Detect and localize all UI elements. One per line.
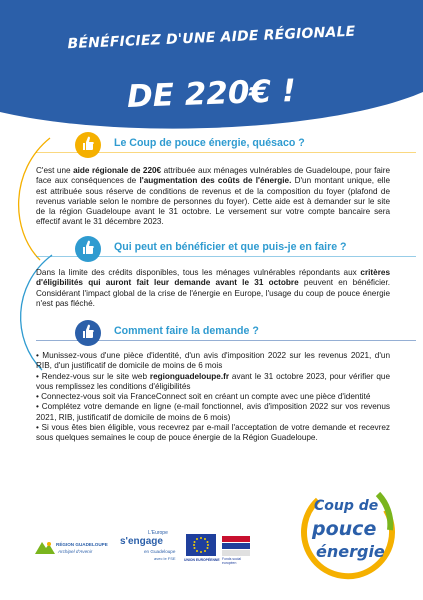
eu-label: UNION EUROPÉENNE (184, 558, 220, 562)
europe-sengage-logo (118, 530, 180, 570)
logo-line1: Coup de (314, 498, 379, 514)
section-header-quesaco (30, 132, 410, 158)
steps-list (36, 351, 390, 444)
list-item: • Complétez votre demande en ligne (e-mail fonctionnel, avis d'imposition 2022 sur vos revenus 2021, RIB, justificatif de domicile de moins de 6 mois) (36, 402, 390, 422)
section-title: Le Coup de pouce énergie, quésaco ? (114, 137, 305, 149)
fund-label: Fonds social européen (222, 557, 242, 565)
europe-line4: avec le FSE (154, 556, 176, 561)
thumbs-up-icon (82, 324, 94, 340)
region-emblem-icon (34, 540, 56, 556)
thumbs-up-icon (82, 240, 94, 256)
section-title: Comment faire la demande ? (114, 325, 259, 337)
region-name: RÉGION GUADELOUPE (56, 542, 108, 547)
list-item: • Connectez-vous soit via FranceConnect soit en créant un compte avec une pièce d'identité (36, 392, 371, 402)
list-item: • Rendez-vous sur le site web regionguadeloupe.fr avant le 31 octobre 2023, pour vérifier que vous remplissez les conditions d'éligibilités (36, 371, 390, 391)
region-guadeloupe-logo (34, 530, 108, 570)
eu-flag-logo (184, 530, 218, 570)
list-item: • Munissez-vous d'une pièce d'identité, d'un avis d'imposition 2022 sur les revenus 2021, d'un RIB, d'un justificatif de domicile de moins de 6 mois (36, 351, 390, 371)
header-banner (0, 0, 423, 150)
europe-line2: s'engage (120, 536, 163, 547)
europe-line1: L'Europe (148, 530, 168, 536)
thumbs-up-icon (82, 136, 94, 152)
section-header-qui-peut (30, 236, 410, 262)
list-item: • Si vous êtes bien éligible, vous recevrez par e-mail l'acceptation de votre demande et recevrez sous quelques semaines le coup de pouce énergie de la Région Guadeloupe. (36, 423, 390, 443)
europe-line3: en Guadeloupe (144, 549, 176, 554)
eu-flag-icon (186, 534, 216, 556)
fse-logo (220, 530, 254, 570)
banner-amount: DE 220€ ! (126, 73, 297, 115)
logo-line3: énergie (316, 542, 385, 561)
logo-line2: pouce (312, 518, 377, 540)
section-paragraph: Dans la limite des crédits disponibles, tous les ménages vulnérables répondants aux critères d'éligibilités qui auront fait leur demande avant le 31 octobre peuvent en bénéficier. Considérant l'impact global de la crise de l'énergie en Europe, l'usage du coup de pouce énergie n'est pas fléché. (36, 268, 390, 308)
section-title: Qui peut en bénéficier et que puis-je en faire ? (114, 241, 347, 253)
coup-de-pouce-logo (298, 480, 398, 580)
section-header-comment (30, 320, 410, 346)
region-tagline: Archipel d'Avenir (58, 549, 93, 554)
fse-flag-icon (222, 536, 250, 556)
banner-subtitle: BÉNÉFICIEZ D'UNE AIDE RÉGIONALE (67, 23, 356, 53)
section-paragraph: C'est une aide régionale de 220€ attribuée aux ménages vulnérables de Guadeloupe, pour faire face aux conséquences de l'augmentation des coûts de l'énergie. D'un montant unique, elle est attribuée sous réserve de conditions de revenus et de la composition du foyer (plafond de revenus variable selon le nombre de personnes du foyer). Cette aide est à demander sur le site de la région Guadeloupe avant le 31 octobre. Le versement sur votre compte bancaire sera effectif avant le 31 décembre 2023. (36, 166, 391, 227)
